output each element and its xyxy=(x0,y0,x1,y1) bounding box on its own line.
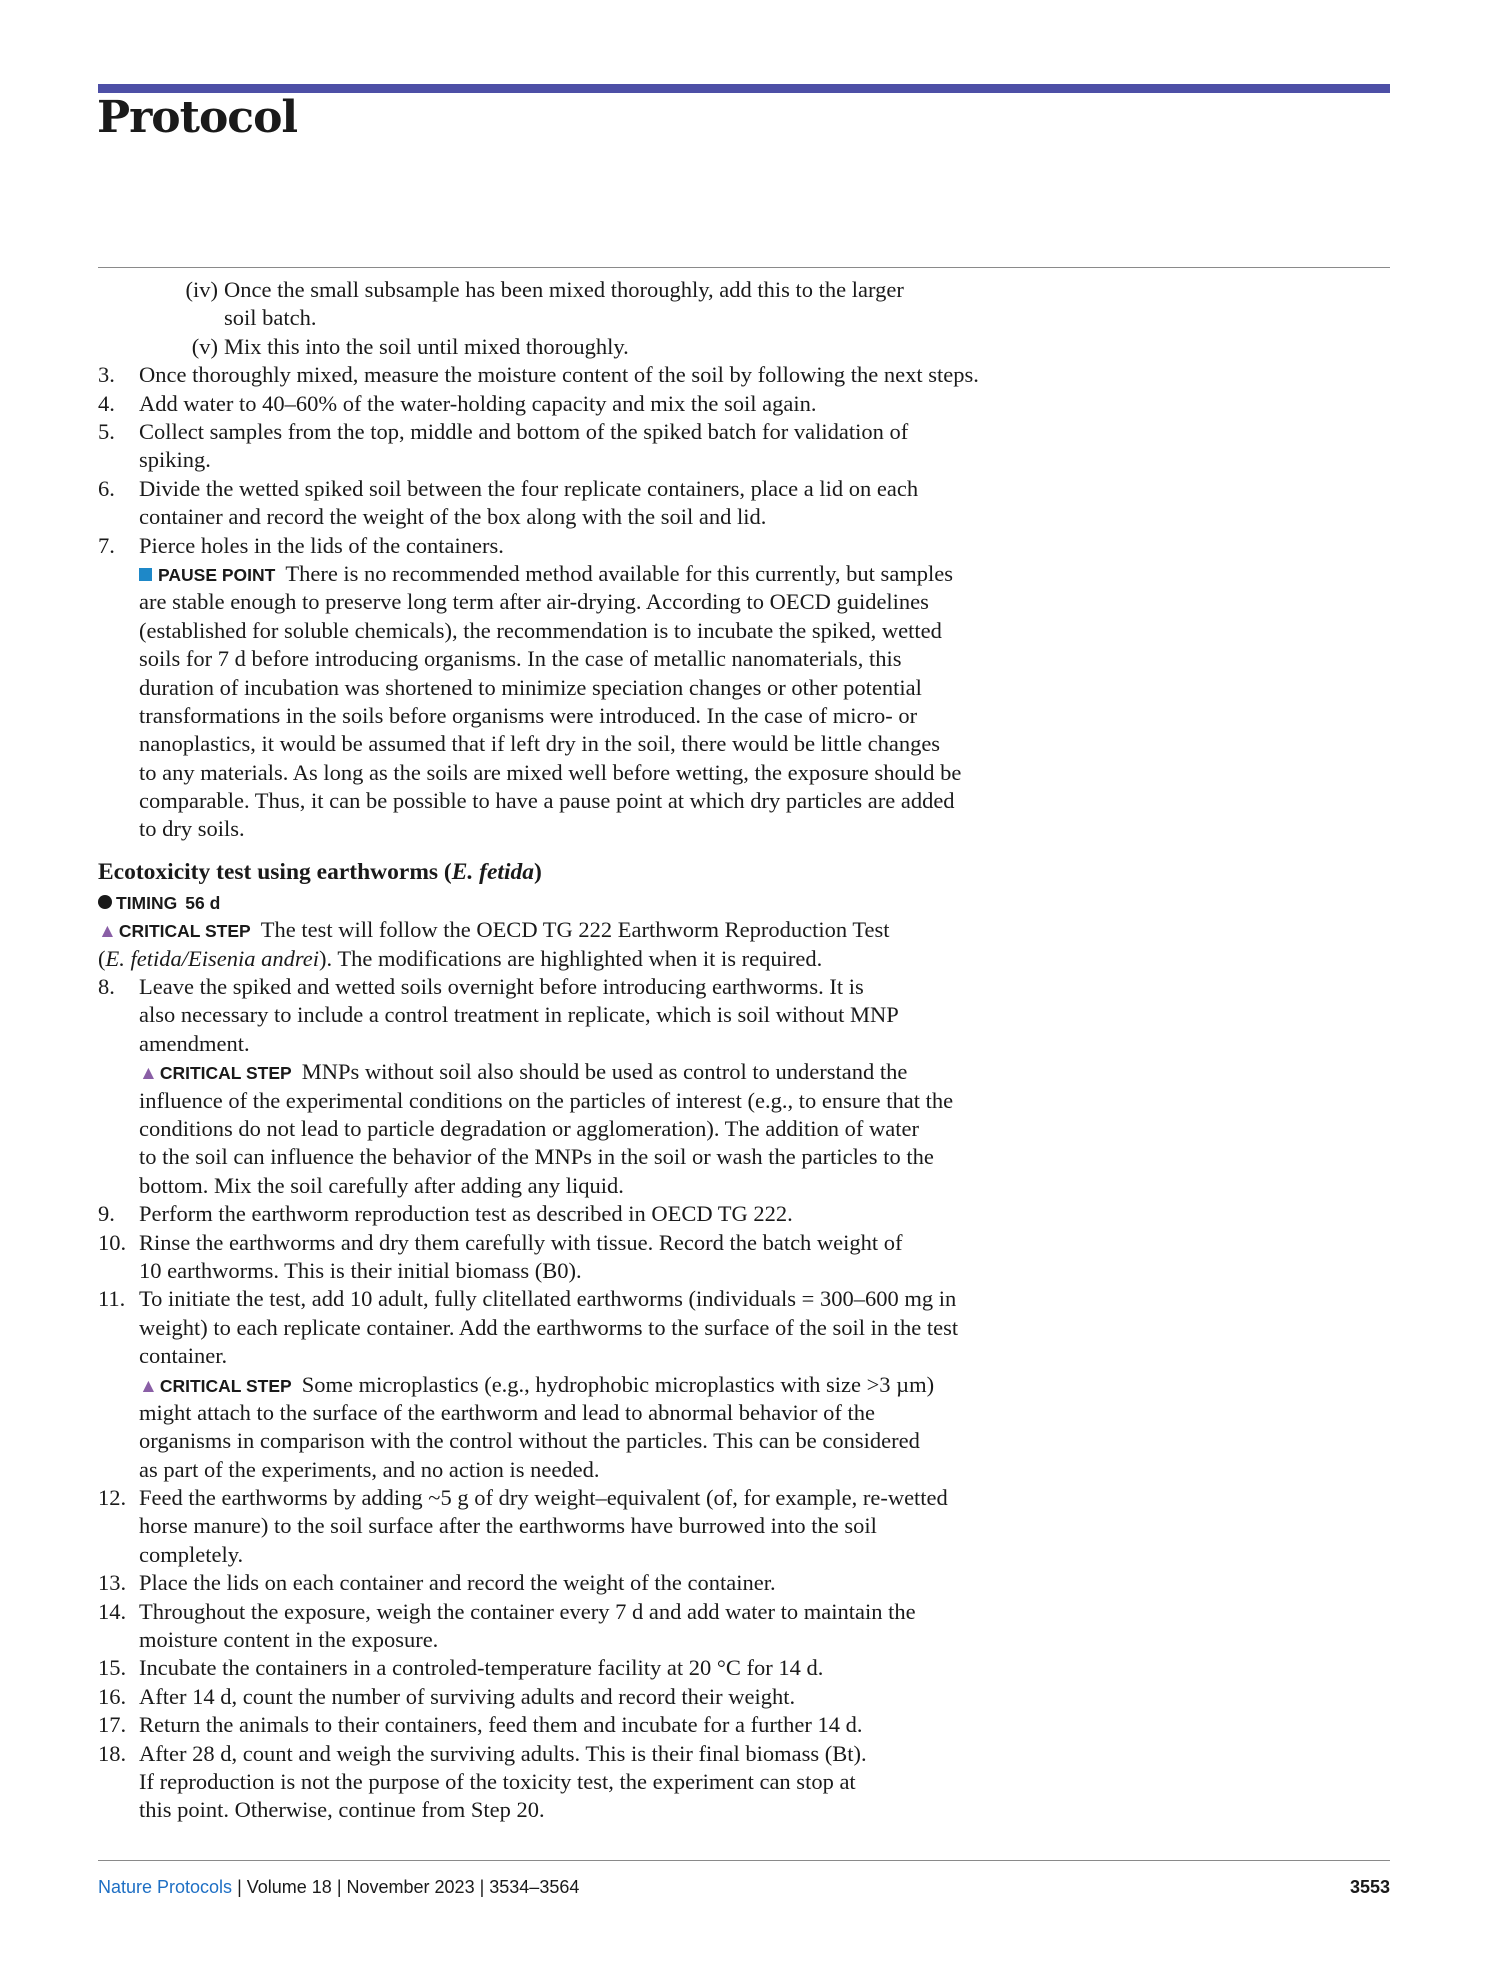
step-18: 18. After 28 d, count and weigh the surviving adults. This is their final biomass (Bt). If reproduction is not the purpose of the toxicity test, the experiment can stop at this point. Otherwise, continue from Step 20. xyxy=(98,1740,867,1823)
step-6: 6. Divide the wetted spiked soil between the four replicate containers, place a lid on each container and record the weight of the box along with the soil and lid. xyxy=(98,475,919,530)
step-9: 9. Perform the earthworm reproduction test as described in OECD TG 222. xyxy=(98,1201,793,1227)
step-12: 12. Feed the earthworms by adding ~5 g of dry weight–equivalent (of, for example, re-wetted horse manure) to the soil surface after the earthworms have burrowed into the soil completely. xyxy=(98,1485,948,1567)
timing-line: TIMING 56 d xyxy=(98,888,1098,916)
critical-triangle-icon: ▲ xyxy=(139,1375,158,1397)
step-16: 16. After 14 d, count the number of surviving adults and record their weight. xyxy=(98,1683,796,1709)
steps-3-7 xyxy=(98,361,1098,560)
step-17: 17. Return the animals to their containers, feed them and incubate for a further 14 d. xyxy=(98,1712,863,1738)
volume: Volume 18 xyxy=(246,1877,332,1897)
step-8: 8. Leave the spiked and wetted soils overnight before introducing earthworms. It is also necessary to include a control treatment in replicate, which is soil without MNP amendment. xyxy=(98,974,899,1056)
page-number: 3553 xyxy=(1349,1877,1390,1897)
step-14: 14. Throughout the exposure, weigh the container every 7 d and add water to maintain the moisture content in the exposure. xyxy=(98,1598,916,1653)
critical-step-11: ▲ CRITICAL STEP Some microplastics (e.g., hydrophobic microplastics with size >3 µm) might attach to the surface of the earthworm and lead to abnormal behavior of the organisms in comparison with the control without the particles. This can be considered as part of the experiments, and no action is needed. xyxy=(139,1371,935,1482)
pause-point-label: PAUSE POINT xyxy=(158,564,276,585)
critical-step-8: ▲ CRITICAL STEP MNPs without soil also should be used as control to understand the influence of the experimental conditions on the particles of interest (e.g., to ensure that the conditions do not lead to particle degradation or agglomeration). The addition of water to the soil can influence the behavior of the MNPs in the soil or wash the particles to the bottom. Mix the soil carefully after adding any liquid. xyxy=(139,1059,954,1198)
step-7: 7. Pierce holes in the lids of the containers. xyxy=(98,532,504,558)
substep-iv: (iv) Once the small subsample has been mixed thoroughly, add this to the larger soil batch. xyxy=(185,277,904,331)
section-header: Protocol xyxy=(97,92,298,143)
top-rule xyxy=(98,267,1390,268)
pause-square-icon xyxy=(139,568,152,581)
critical-triangle-icon: ▲ xyxy=(139,1063,158,1085)
page-footer: Nature Protocols | Volume 18 | November 2023 | 3534–3564 3553 xyxy=(98,1877,1390,1897)
footer-rule xyxy=(98,1860,1390,1861)
step-3: 3. Once thoroughly mixed, measure the moisture content of the soil by following the next steps. xyxy=(98,362,979,388)
substep-v: (v) Mix this into the soil until mixed thoroughly. xyxy=(191,333,629,359)
protocol-content: (iv) Once the small subsample has been mixed thoroughly, add this to the larger soil batch. (v) Mix this into the soil until mixed thoroughly. 3. Once thoroughly mixed, measure the moisture content of the soil by following the next steps. 4. Add water to 40–60% of the water-holding capacity and mix the soil again. 5. Collect samples from the top, middle and bottom of the spiked batch for validation of spiking. 6. Divide the wetted spiked soil between the four replicate containers, place a lid on each container and record the weight of the box along with the soil and lid. 7. Pierce holes in the lids of the containers. PAUSE POINT There is no recommended method available for this currently, but samples are stable enough to preserve long term after air-drying. According to OECD guidelines (established for soluble chemicals), the recommendation is to incubate the spiked, wetted soils for 7 d before introducing organisms. In the case of metallic nanomaterials, this duration of incubation was shortened to minimize speciation changes or other potential transformations in the soils before organisms were introduced. In the case of micro- or nanoplastics, it would be assumed that if left dry in the soil, there would be little changes to any materials. As long as the soils are mixed well before wetting, the exposure should be comparable. Thus, it can be possible to have a pause point at which dry particles are added to dry soils. Ecotoxicity test using earthworms (E. fetida) TIMING 56 d ▲ CRITICAL STEP The test will follow the OECD TG 222 Earthworm Reproduction Test (E. fetida/Eisenia andrei). The modifications are highlighted when it is required. 8. Leave the spiked and wetted soils overnight before introducing earthworms. It is also necessary to include a control treatment in replicate, which is soil without MNP amendment. ▲ CRITICAL STEP MNPs without soil also should be used as control to understand the influence of the experimental conditions on the particles of interest (e.g., to ensure that the conditions do not lead to particle degradation or agglomeration). The addition of water to the soil can influence the behavior of the MNPs in the soil or wash the particles to the bottom. Mix the soil carefully after adding any liquid. 9. Perform the earthworm reproduction test as described in OECD TG 222. 10. Rinse the earthworms and dry them carefully with tissue. Record the batch weight of 10 earthworms. This is their initial biomass (B0). 11. To initiate the test, add 10 adult, fully clitellated earthworms (individuals = 300–600 mg in weight) to each replicate container. Add the earthworms to the surface of the soil in the test container. ▲ CRITICAL STEP Some microplastics (e.g., hydrophobic microplastics with size >3 µm) might attach to the surface of the earthworm and lead to abnormal behavior of the organisms in comparison with the control without the particles. This can be considered as part of the experiments, and no action is needed. 12. Feed the earthworms by adding ~5 g of dry weight–equivalent (of, for example, re-wetted horse manure) to the soil surface after the earthworms have burrowed into the soil completely. 13. Place the lids on each container and record the weight of the container. 14. Throughout the exposure, weigh the container every 7 d and add water to maintain the moisture content in the exposure. 15. Incubate the containers in a controled-temperature facility at 20 °C for 14 d. 16. After 14 d, count the number of surviving adults and record their weight. 17. Return the animals to their containers, feed them and incubate for a further 14 d. 18. After 28 d, count and weigh the surviving adults. This is their final biomass (Bt). If reproduction is not the purpose of the toxicity test, the experiment can stop at this point. Otherwise, continue from Step 20. xyxy=(98,276,1098,1825)
journal-name: Nature Protocols xyxy=(98,1877,233,1897)
critical-triangle-icon: ▲ xyxy=(98,921,117,943)
section-heading: Ecotoxicity test using earthworms (E. fetida) xyxy=(98,858,542,885)
pause-point-block: PAUSE POINT There is no recommended method available for this currently, but samples are stable enough to preserve long term after air-drying. According to OECD guidelines (established for soluble chemicals), the recommendation is to incubate the spiked, wetted soils for 7 d before introducing organisms. In the case of metallic nanomaterials, this duration of incubation was shortened to minimize speciation changes or other potential transformations in the soils before organisms were introduced. In the case of micro- or nanoplastics, it would be assumed that if left dry in the soil, there would be little changes to any materials. As long as the soils are mixed well before wetting, the exposure should be comparable. Thus, it can be possible to have a pause point at which dry particles are added to dry soils. xyxy=(139,560,962,842)
step-15: 15. Incubate the containers in a controled-temperature facility at 20 °C for 14 d. xyxy=(98,1655,824,1681)
page-range: 3534–3564 xyxy=(489,1877,580,1897)
step-13: 13. Place the lids on each container and record the weight of the container. xyxy=(98,1570,776,1596)
section-critical-step: ▲ CRITICAL STEP The test will follow the OECD TG 222 Earthworm Reproduction Test xyxy=(98,917,890,943)
step-11: 11. To initiate the test, add 10 adult, fully clitellated earthworms (individuals = 300–600 mg in weight) to each replicate container. Add the earthworms to the surface of the soil in the test container. xyxy=(98,1286,959,1369)
step-4: 4. Add water to 40–60% of the water-holding capacity and mix the soil again. xyxy=(98,390,817,416)
issue-date: November 2023 xyxy=(346,1877,475,1897)
step-5: 5. Collect samples from the top, middle and bottom of the spiked batch for validation of spiking. xyxy=(98,419,909,473)
timing-dot-icon xyxy=(98,895,112,909)
step-10: 10. Rinse the earthworms and dry them carefully with tissue. Record the batch weight of 10 earthworms. This is their initial biomass (B0). xyxy=(98,1229,903,1283)
